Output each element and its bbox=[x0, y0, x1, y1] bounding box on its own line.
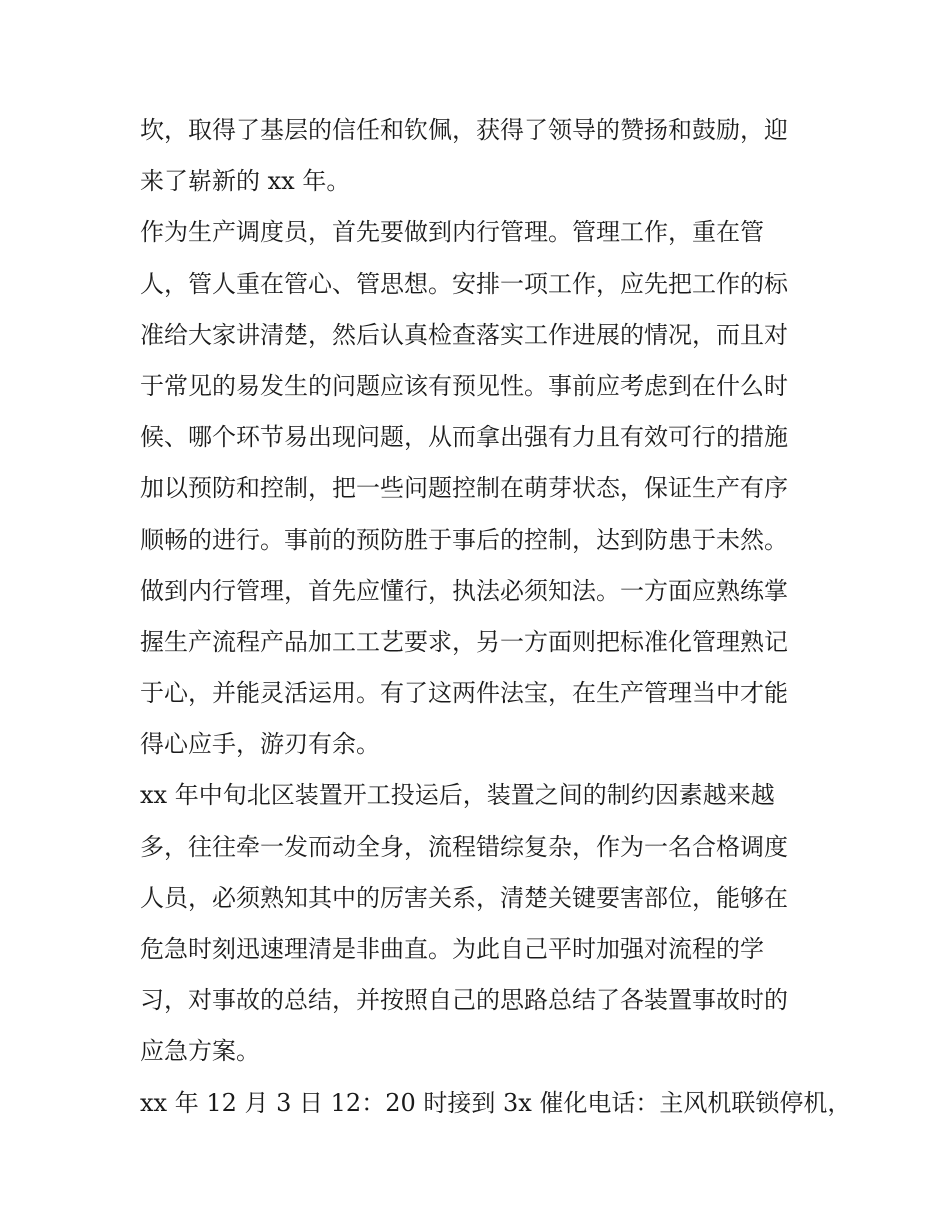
text-line: 顺畅的进行。事前的预防胜于事后的控制，达到防患于未然。 bbox=[140, 525, 788, 554]
text-line: 于心，并能灵活运用。有了这两件法宝，在生产管理当中才能 bbox=[140, 679, 788, 708]
text-line: 候、哪个环节易出现问题，从而拿出强有力且有效可行的措施 bbox=[140, 423, 788, 452]
text-line: xx 年 12 月 3 日 12：20 时接到 3x 催化电话：主风机联锁停机， bbox=[140, 1088, 852, 1117]
text-line: 做到内行管理，首先应懂行，执法必须知法。一方面应熟练掌 bbox=[140, 576, 788, 605]
text-line: 危急时刻迅速理清是非曲直。为此自己平时加强对流程的学 bbox=[140, 935, 764, 963]
text-line: 得心应手，游刃有余。 bbox=[140, 730, 380, 759]
text-line: xx 年中旬北区装置开工投运后，装置之间的制约因素越来越 bbox=[140, 781, 775, 810]
text-line: 多，往往牵一发而动全身，流程错综复杂，作为一名合格调度 bbox=[140, 832, 788, 861]
text-line: 人，管人重在管心、管思想。安排一项工作，应先把工作的标 bbox=[140, 269, 788, 298]
text-line: 应急方案。 bbox=[140, 1037, 260, 1066]
text-line: 习，对事故的总结，并按照自己的思路总结了各装置事故时的 bbox=[140, 986, 788, 1015]
text-line: 人员，必须熟知其中的厉害关系，清楚关键要害部位，能够在 bbox=[140, 883, 788, 912]
text-line: 握生产流程产品加工工艺要求，另一方面则把标准化管理熟记 bbox=[140, 627, 788, 656]
text-line: 作为生产调度员，首先要做到内行管理。管理工作，重在管 bbox=[140, 218, 764, 247]
text-line: 加以预防和控制，把一些问题控制在萌芽状态，保证生产有序 bbox=[140, 474, 788, 503]
text-line: 于常见的易发生的问题应该有预见性。事前应考虑到在什么时 bbox=[140, 371, 788, 400]
text-line: 坎，取得了基层的信任和钦佩，获得了领导的赞扬和鼓励，迎 bbox=[140, 116, 788, 144]
body-text bbox=[140, 105, 852, 1129]
text-line: 准给大家讲清楚，然后认真检查落实工作进展的情况，而且对 bbox=[140, 320, 788, 349]
text-line: 来了崭新的 xx 年。 bbox=[140, 167, 351, 196]
